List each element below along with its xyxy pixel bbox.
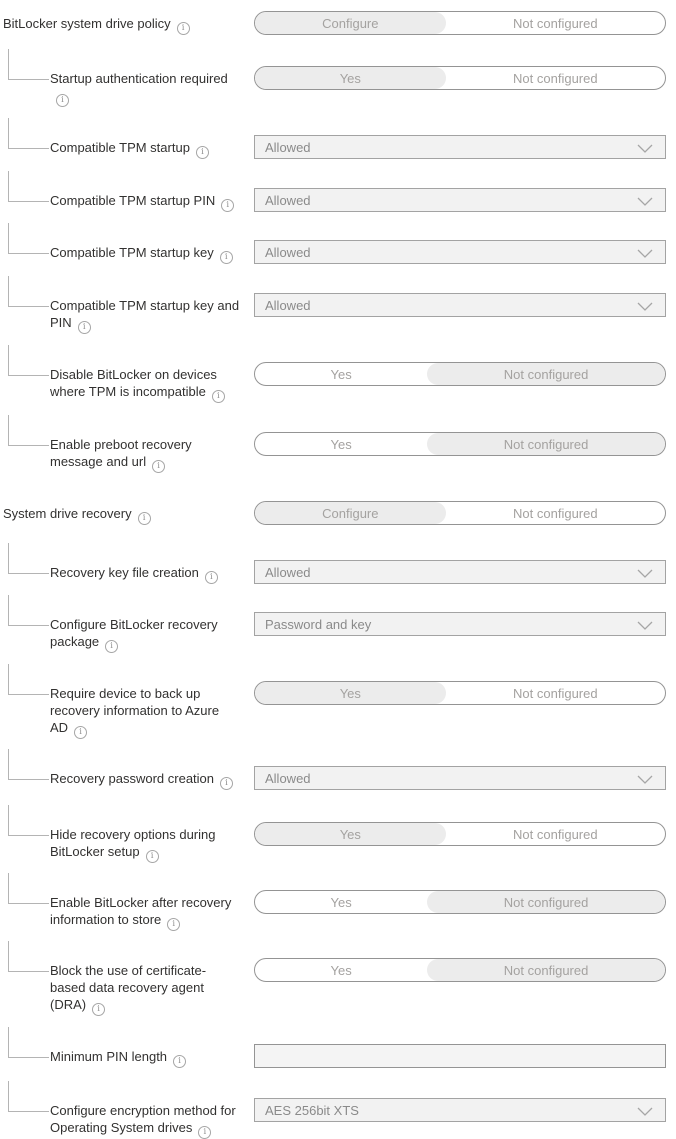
- dropdown-select[interactable]: [254, 766, 666, 790]
- info-icon[interactable]: i: [220, 777, 233, 790]
- tree-connector-line: [8, 345, 49, 376]
- setting-label-area: [50, 894, 245, 931]
- tree-connector-line: [8, 805, 49, 836]
- info-icon[interactable]: i: [205, 571, 218, 584]
- tree-connector-line: [8, 223, 49, 254]
- toggle-group: [254, 432, 666, 456]
- tree-connector-line: [8, 543, 49, 574]
- toggle-group: [254, 822, 666, 846]
- toggle-option-right[interactable]: Not configured: [446, 12, 665, 34]
- setting-label: Disable BitLocker on devices where TPM is incompatible: [50, 367, 217, 399]
- setting-label: Configure BitLocker recovery package: [50, 617, 218, 649]
- info-icon[interactable]: i: [152, 460, 165, 473]
- toggle-option-right[interactable]: Not configured: [446, 682, 665, 704]
- setting-label: Compatible TPM startup key: [50, 245, 214, 260]
- toggle-option-right[interactable]: Not configured: [427, 363, 665, 385]
- toggle-option-left[interactable]: Yes: [255, 682, 446, 704]
- setting-label: Enable BitLocker after recovery information to store: [50, 895, 232, 927]
- tree-connector-line: [8, 595, 49, 626]
- tree-connector-line: [8, 664, 49, 695]
- setting-label-area: [50, 1048, 245, 1068]
- toggle-option-right[interactable]: Not configured: [427, 891, 665, 913]
- dropdown-value: Allowed: [265, 770, 311, 786]
- tree-connector-line: [8, 1027, 49, 1058]
- toggle-option-left[interactable]: Configure: [255, 502, 446, 524]
- info-icon[interactable]: i: [78, 321, 91, 334]
- tree-connector-line: [8, 276, 49, 307]
- toggle-option-right[interactable]: Not configured: [446, 823, 665, 845]
- setting-label-area: [50, 564, 245, 584]
- dropdown-value: Allowed: [265, 297, 311, 313]
- toggle-group: [254, 362, 666, 386]
- toggle-option-left[interactable]: Yes: [255, 823, 446, 845]
- chevron-down-icon: [637, 302, 653, 311]
- setting-label: Compatible TPM startup: [50, 140, 190, 155]
- info-icon[interactable]: i: [221, 199, 234, 212]
- setting-label: Startup authentication required: [50, 71, 228, 86]
- dropdown-select[interactable]: [254, 240, 666, 264]
- setting-label-area: [50, 1102, 245, 1139]
- info-icon[interactable]: i: [74, 726, 87, 739]
- info-icon[interactable]: i: [105, 640, 118, 653]
- toggle-group: [254, 890, 666, 914]
- setting-label: System drive recovery: [3, 506, 132, 521]
- info-icon[interactable]: i: [146, 850, 159, 863]
- info-icon[interactable]: i: [220, 251, 233, 264]
- info-icon[interactable]: i: [196, 146, 209, 159]
- info-icon[interactable]: i: [173, 1055, 186, 1068]
- toggle-option-left[interactable]: Yes: [255, 67, 446, 89]
- setting-label: Block the use of certificate-based data recovery agent (DRA): [50, 963, 207, 1012]
- dropdown-select[interactable]: [254, 612, 666, 636]
- info-icon[interactable]: i: [167, 918, 180, 931]
- setting-label-area: [50, 70, 245, 107]
- setting-label: Minimum PIN length: [50, 1049, 168, 1064]
- text-input[interactable]: [254, 1044, 666, 1068]
- info-icon[interactable]: i: [138, 512, 151, 525]
- tree-connector-line: [8, 49, 49, 80]
- tree-connector-line: [8, 749, 49, 780]
- info-icon[interactable]: i: [56, 94, 69, 107]
- toggle-option-left[interactable]: Yes: [255, 959, 427, 981]
- setting-label-area: [50, 616, 245, 653]
- setting-label: Configure encryption method for Operating System drives: [50, 1103, 236, 1135]
- info-icon[interactable]: i: [212, 390, 225, 403]
- tree-connector-line: [8, 1081, 49, 1112]
- setting-label-area: [50, 366, 245, 403]
- toggle-group: [254, 11, 666, 35]
- dropdown-select[interactable]: [254, 188, 666, 212]
- toggle-option-left[interactable]: Yes: [255, 363, 427, 385]
- setting-label-area: [50, 436, 245, 473]
- setting-label: BitLocker system drive policy: [3, 16, 171, 31]
- setting-label: Compatible TPM startup PIN: [50, 193, 216, 208]
- toggle-option-left[interactable]: Yes: [255, 891, 427, 913]
- setting-label-area: [50, 826, 245, 863]
- dropdown-select[interactable]: [254, 135, 666, 159]
- setting-label-area: [3, 15, 243, 35]
- chevron-down-icon: [637, 621, 653, 630]
- dropdown-select[interactable]: [254, 293, 666, 317]
- setting-label-area: [3, 505, 243, 525]
- tree-connector-line: [8, 171, 49, 202]
- setting-label-area: [50, 685, 236, 739]
- toggle-option-right[interactable]: Not configured: [427, 433, 665, 455]
- dropdown-value: Allowed: [265, 564, 311, 580]
- setting-label-area: [50, 297, 245, 334]
- setting-label: Enable preboot recovery message and url: [50, 437, 192, 469]
- setting-label-area: [50, 770, 245, 790]
- chevron-down-icon: [637, 144, 653, 153]
- info-icon[interactable]: i: [177, 22, 190, 35]
- info-icon[interactable]: i: [92, 1003, 105, 1016]
- toggle-option-left[interactable]: Yes: [255, 433, 427, 455]
- dropdown-value: Allowed: [265, 244, 311, 260]
- setting-label: Hide recovery options during BitLocker setup: [50, 827, 216, 859]
- dropdown-value: Allowed: [265, 192, 311, 208]
- dropdown-select[interactable]: [254, 1098, 666, 1122]
- setting-label: Recovery password creation: [50, 771, 215, 786]
- setting-label-area: [50, 192, 245, 212]
- setting-label-area: [50, 139, 245, 159]
- setting-label-area: [50, 962, 236, 1016]
- toggle-option-right[interactable]: Not configured: [446, 502, 665, 524]
- dropdown-value: Password and key: [265, 616, 372, 632]
- info-icon[interactable]: i: [198, 1126, 211, 1139]
- dropdown-value: Allowed: [265, 139, 311, 155]
- tree-connector-line: [8, 873, 49, 904]
- toggle-group: [254, 501, 666, 525]
- toggle-group: [254, 66, 666, 90]
- tree-connector-line: [8, 415, 49, 446]
- chevron-down-icon: [637, 197, 653, 206]
- toggle-option-right[interactable]: Not configured: [446, 67, 665, 89]
- chevron-down-icon: [637, 1107, 653, 1116]
- setting-label: Compatible TPM startup key and PIN: [50, 298, 240, 330]
- setting-label-area: [50, 244, 245, 264]
- chevron-down-icon: [637, 775, 653, 784]
- toggle-group: [254, 958, 666, 982]
- toggle-group: [254, 681, 666, 705]
- toggle-option-right[interactable]: Not configured: [427, 959, 665, 981]
- setting-label: Require device to back up recovery information to Azure AD: [50, 686, 220, 735]
- setting-label: Recovery key file creation: [50, 565, 199, 580]
- toggle-option-left[interactable]: Configure: [255, 12, 446, 34]
- chevron-down-icon: [637, 249, 653, 258]
- tree-connector-line: [8, 118, 49, 149]
- tree-connector-line: [8, 941, 49, 972]
- chevron-down-icon: [637, 569, 653, 578]
- dropdown-value: AES 256bit XTS: [265, 1102, 359, 1118]
- dropdown-select[interactable]: [254, 560, 666, 584]
